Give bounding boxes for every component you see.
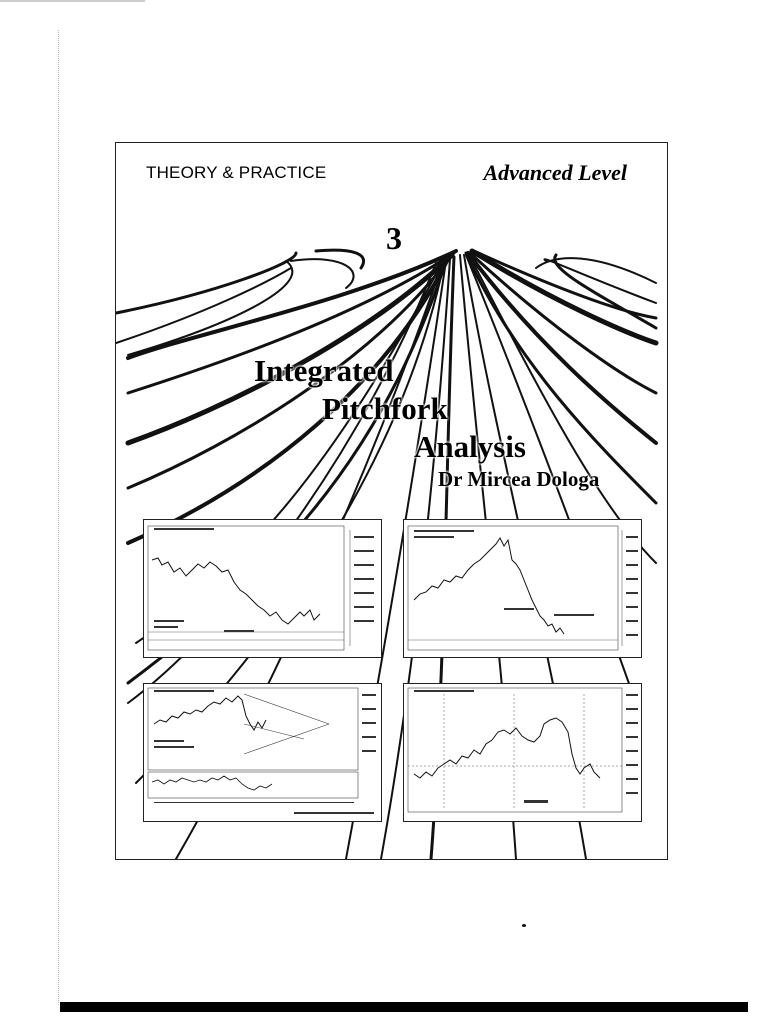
title-line-1: Integrated bbox=[254, 353, 394, 388]
price-chart-bottom-left bbox=[143, 683, 382, 822]
title-line-2: Pitchfork bbox=[322, 391, 448, 426]
scan-bottom-bar bbox=[60, 1002, 748, 1012]
price-chart-top-left bbox=[143, 519, 382, 658]
title-line-3: Analysis bbox=[414, 429, 526, 464]
book-cover bbox=[115, 142, 668, 860]
scan-binding-edge bbox=[58, 30, 75, 1005]
volume-number: 3 bbox=[386, 220, 402, 256]
price-chart-top-right bbox=[403, 519, 642, 658]
scan-speck bbox=[522, 924, 526, 927]
price-chart-bottom-right bbox=[403, 683, 642, 822]
scan-top-rule bbox=[0, 0, 145, 2]
author-name: Dr Mircea Dologa bbox=[438, 467, 600, 491]
series-label: THEORY & PRACTICE bbox=[146, 163, 327, 182]
level-label: Advanced Level bbox=[483, 160, 627, 185]
